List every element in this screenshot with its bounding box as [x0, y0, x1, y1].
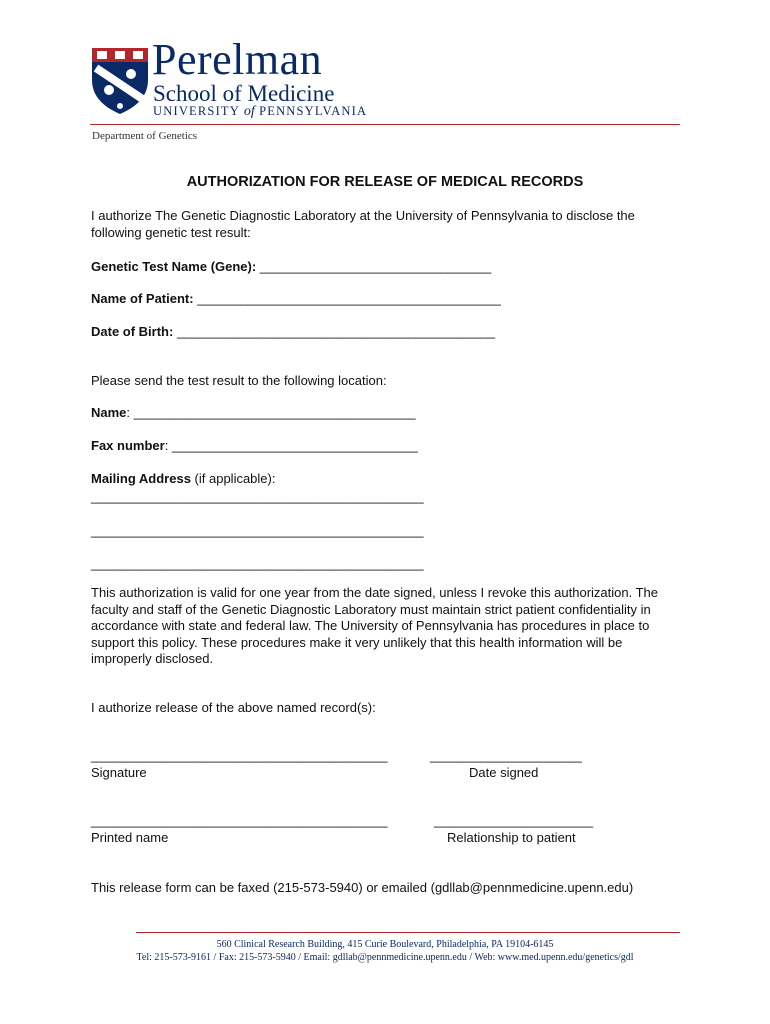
recipient-name-label: Name: [91, 405, 127, 420]
document-title: AUTHORIZATION FOR RELEASE OF MEDICAL RECORDS: [186, 174, 584, 190]
address-line-2[interactable]: ______________________________________________: [91, 523, 424, 538]
signature-label: Signature: [91, 765, 147, 780]
logo-univ-of: of: [243, 104, 255, 119]
fax-number-label: Fax number: [91, 438, 165, 453]
logo-univ-prefix: UNIVERSITY: [153, 104, 240, 118]
gene-field[interactable]: [91, 259, 491, 274]
recipient-name-field[interactable]: [91, 405, 416, 420]
address-line-1[interactable]: ______________________________________________: [91, 489, 424, 504]
date-signed-line[interactable]: _____________________: [430, 748, 582, 763]
address-line-3[interactable]: ______________________________________________: [91, 556, 424, 571]
mailing-address-field: [91, 471, 275, 486]
fax-number-line[interactable]: : __________________________________: [164, 438, 418, 453]
logo-wordmark: Perelman: [152, 35, 323, 84]
validity-paragraph: This authorization is valid for one year from the date signed, unless I revoke this authorization. The faculty and staff of the Genetic Diagnostic Laboratory must maintain strict patient confidentiality in accordance with state and federal law. The University of Pennsylvania has procedures in place to support this policy. These procedures make it very unlikely that this health information will be improperly disclosed.: [91, 585, 659, 666]
patient-name-label: Name of Patient:: [91, 291, 194, 306]
university-shield-icon: [90, 46, 150, 116]
relationship-line[interactable]: ______________________: [434, 813, 594, 828]
department-label: Department of Genetics: [92, 130, 198, 142]
patient-name-field[interactable]: [91, 291, 501, 306]
logo-university-name: [153, 105, 367, 119]
printed-name-label: Printed name: [91, 830, 169, 845]
printed-name-line[interactable]: _________________________________________: [91, 813, 388, 828]
dob-field[interactable]: [91, 324, 495, 339]
dob-label: Date of Birth:: [91, 324, 174, 339]
recipient-name-line[interactable]: : _______________________________________: [126, 405, 416, 420]
footer-rule: [136, 932, 680, 933]
send-instructions: Please send the test result to the following location:: [91, 373, 387, 388]
release-note: This release form can be faxed (215-573-5940) or emailed (gdllab@pennmedicine.upenn.edu): [91, 880, 634, 895]
relationship-label: Relationship to patient: [447, 830, 576, 845]
date-signed-label: Date signed: [469, 765, 539, 780]
footer-address: 560 Clinical Research Building, 415 Curie Boulevard, Philadelphia, PA 19104-6145: [216, 939, 554, 950]
gene-field-label: Genetic Test Name (Gene):: [91, 259, 257, 274]
patient-name-line[interactable]: __________________________________________: [193, 291, 501, 306]
logo-school-name: School of Medicine: [153, 81, 335, 106]
signature-line[interactable]: _________________________________________: [91, 748, 388, 763]
dob-line[interactable]: ____________________________________________: [173, 324, 496, 339]
intro-paragraph: I authorize The Genetic Diagnostic Laboratory at the University of Pennsylvania to disclose the following genetic test result:: [91, 208, 635, 240]
fax-number-field[interactable]: [91, 438, 418, 453]
footer-contact: Tel: 215-573-9161 / Fax: 215-573-5940 / Email: gdllab@pennmedicine.upenn.edu / Web: www.med.upenn.edu/genetics/gdl: [136, 952, 634, 963]
mailing-address-note: (if applicable):: [190, 471, 276, 486]
gene-field-line[interactable]: ________________________________: [256, 259, 492, 274]
header-rule: [90, 124, 680, 125]
logo-univ-suffix: PENNSYLVANIA: [259, 104, 368, 118]
authorize-statement: I authorize release of the above named record(s):: [91, 700, 376, 715]
mailing-address-label: Mailing Address: [91, 471, 191, 486]
